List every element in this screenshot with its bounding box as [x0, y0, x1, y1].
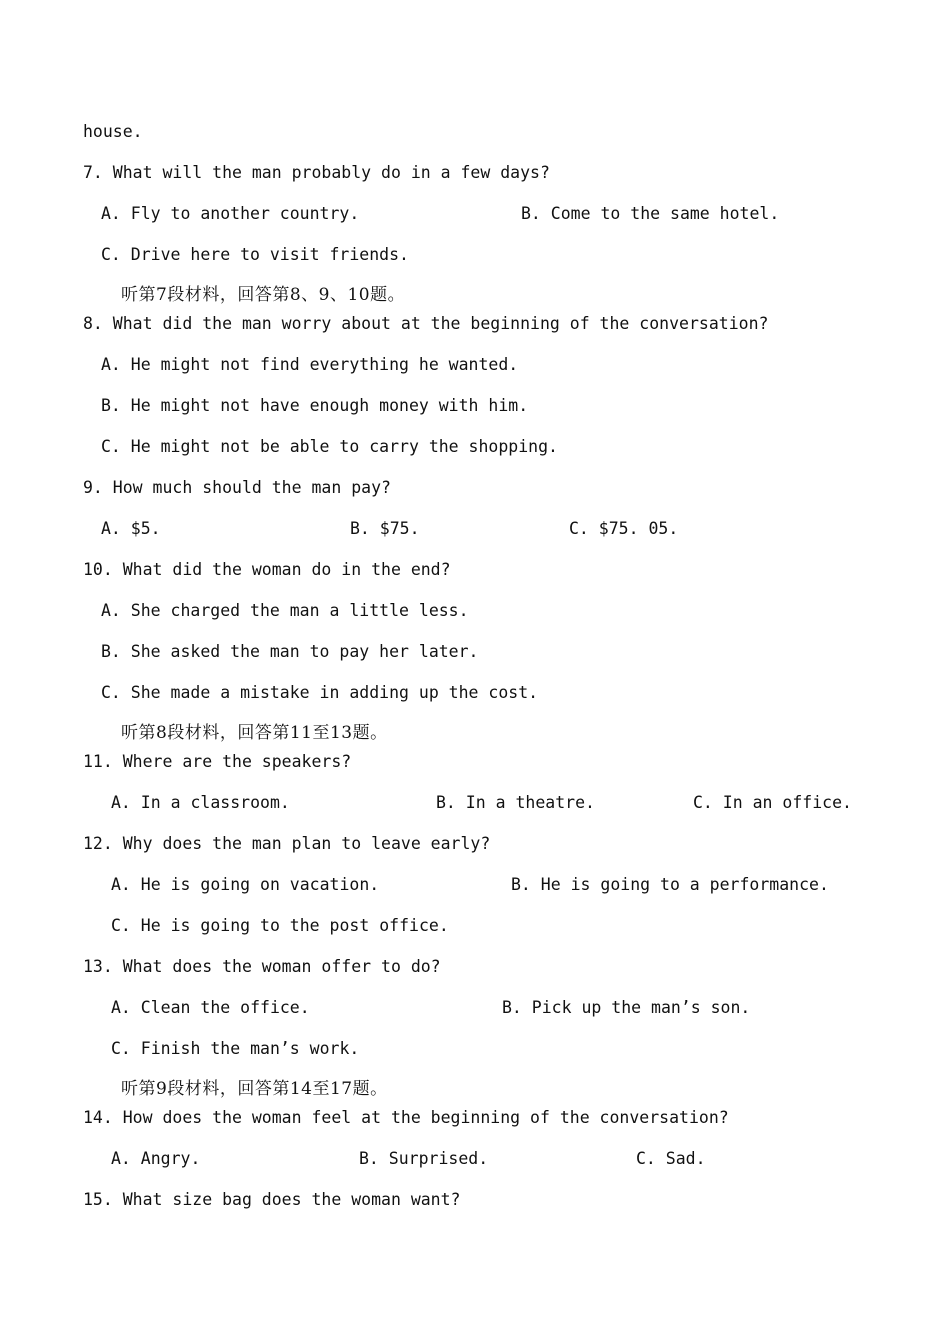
question-7-option-a: A. Fly to another country. [101, 204, 360, 223]
section-9-instruction: 听第9段材料，回答第14至17题。 [121, 1079, 388, 1099]
question-14-option-a: A. Angry. [111, 1149, 201, 1168]
question-7: 7. What will the man probably do in a few days? [83, 163, 550, 182]
question-12-option-c: C. He is going to the post office. [111, 916, 449, 935]
question-8-option-b: B. He might not have enough money with him. [101, 396, 529, 415]
question-11-option-c: C. In an office. [693, 793, 852, 812]
question-9-option-c: C. $75. 05. [569, 519, 679, 538]
question-10: 10. What did the woman do in the end? [83, 560, 451, 579]
question-11-option-b: B. In a theatre. [436, 793, 595, 812]
question-7-option-c: C. Drive here to visit friends. [101, 245, 409, 264]
question-10-option-a: A. She charged the man a little less. [101, 601, 469, 620]
question-13-option-b: B. Pick up the man’s son. [502, 998, 751, 1017]
question-12-option-b: B. He is going to a performance. [511, 875, 829, 894]
section-8-instruction: 听第8段材料，回答第11至13题。 [121, 723, 388, 743]
question-8-option-a: A. He might not find everything he wanted. [101, 355, 519, 374]
question-12-option-a: A. He is going on vacation. [111, 875, 380, 894]
question-15: 15. What size bag does the woman want? [83, 1190, 461, 1209]
question-11-option-a: A. In a classroom. [111, 793, 290, 812]
question-14-option-c: C. Sad. [636, 1149, 706, 1168]
question-8-option-c: C. He might not be able to carry the shopping. [101, 437, 558, 456]
question-13-option-c: C. Finish the man’s work. [111, 1039, 360, 1058]
question-8: 8. What did the man worry about at the beginning of the conversation? [83, 314, 769, 333]
question-9-option-a: A. $5. [101, 519, 161, 538]
section-7-instruction: 听第7段材料，回答第8、9、10题。 [121, 285, 406, 305]
question-12: 12. Why does the man plan to leave early? [83, 834, 491, 853]
question-13: 13. What does the woman offer to do? [83, 957, 441, 976]
continuation-text: house. [83, 122, 143, 141]
question-14: 14. How does the woman feel at the beginning of the conversation? [83, 1108, 729, 1127]
question-14-option-b: B. Surprised. [359, 1149, 489, 1168]
question-7-option-b: B. Come to the same hotel. [521, 204, 780, 223]
question-13-option-a: A. Clean the office. [111, 998, 310, 1017]
question-11: 11. Where are the speakers? [83, 752, 352, 771]
question-10-option-b: B. She asked the man to pay her later. [101, 642, 479, 661]
question-9-option-b: B. $75. [350, 519, 420, 538]
question-10-option-c: C. She made a mistake in adding up the cost. [101, 683, 539, 702]
question-9: 9. How much should the man pay? [83, 478, 391, 497]
